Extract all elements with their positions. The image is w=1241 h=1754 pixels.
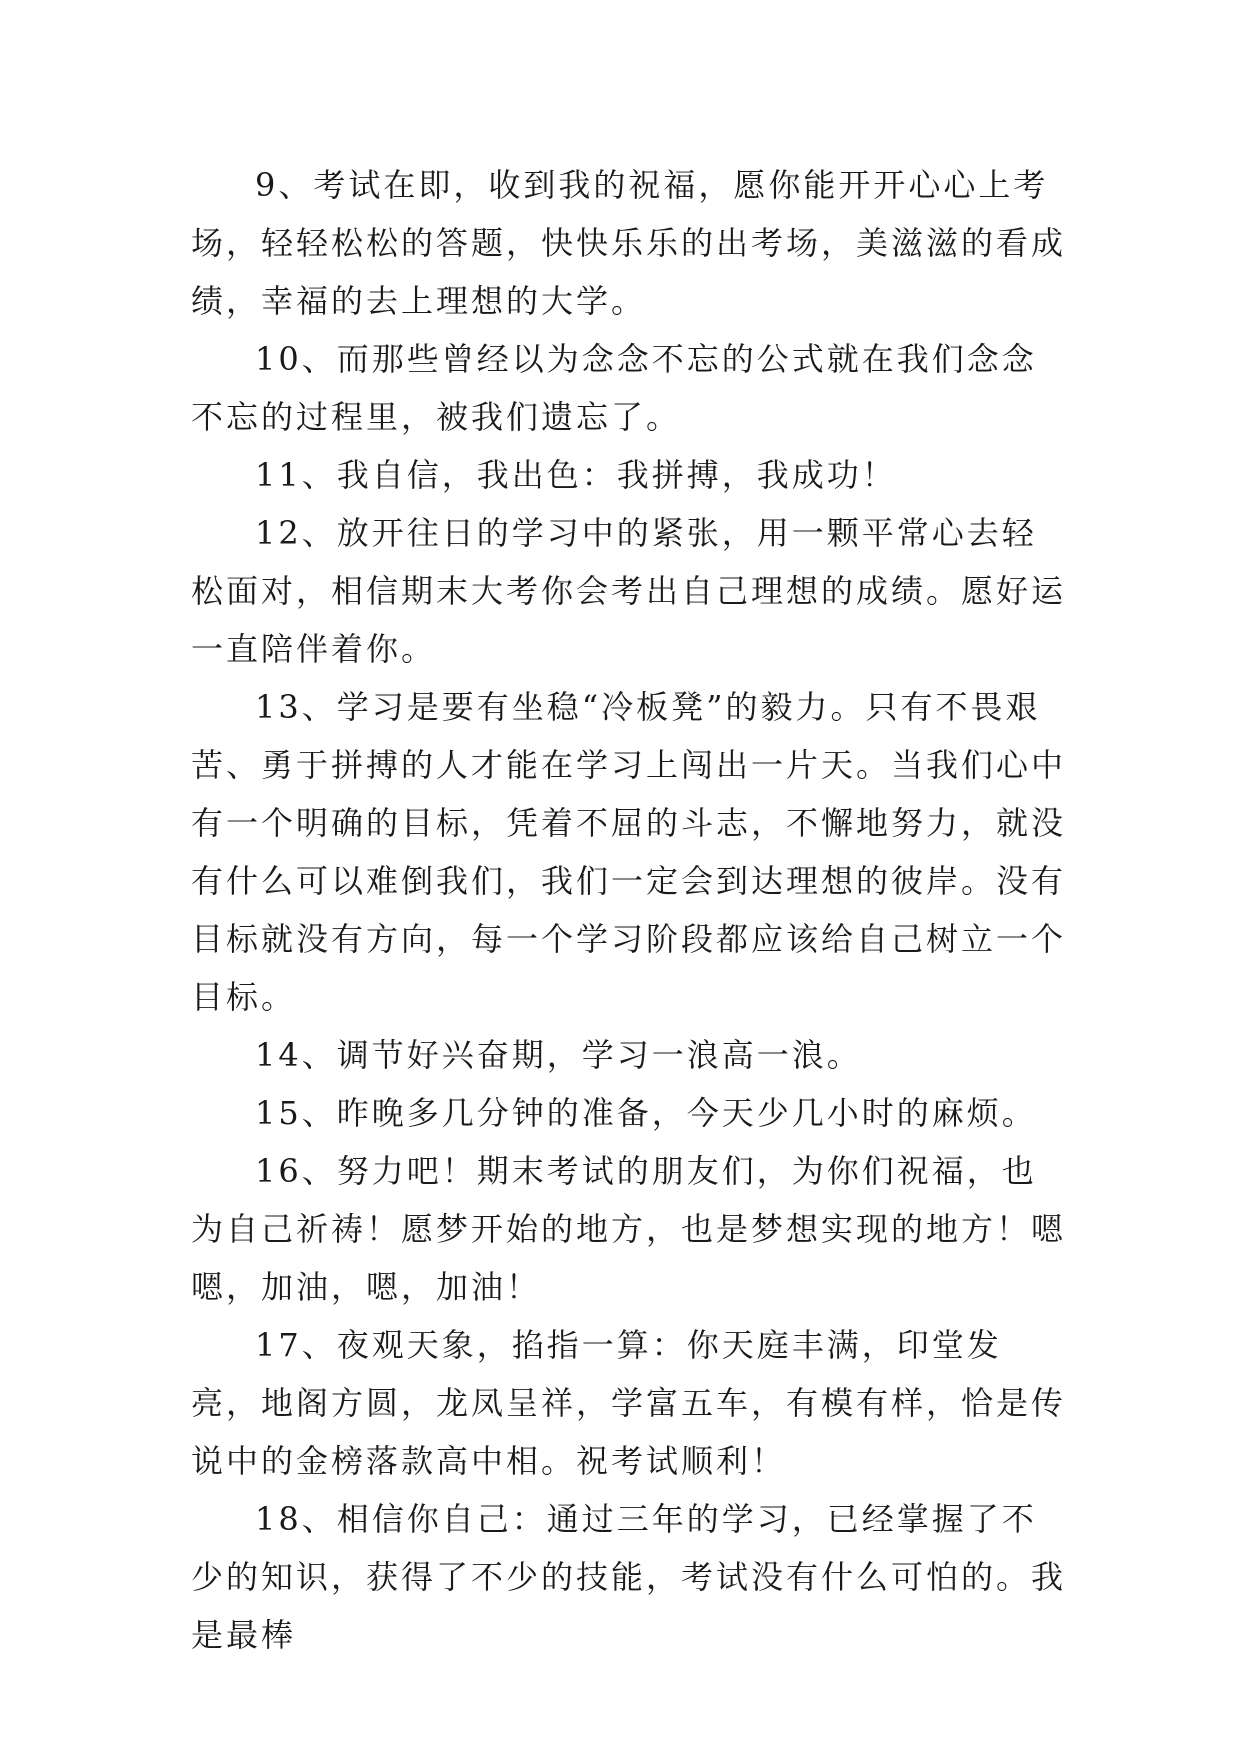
paragraph-14: 14、调节好兴奋期，学习一浪高一浪。 [255, 1036, 862, 1074]
paragraph-11: 11、我自信，我出色：我拼搏，我成功！ [255, 456, 897, 494]
paragraph-18: 18、相信你自己：通过三年的学习，已经掌握了不少的知识，获得了不少的技能，考试没有什么可怕的。我是最棒 [191, 1500, 1067, 1654]
paragraph-12: 12、放开往日的学习中的紧张，用一颗平常心去轻松面对，相信期末大考你会考出自己理想的成绩。愿好运一直陪伴着你。 [191, 514, 1067, 668]
paragraph-16: 16、努力吧！期末考试的朋友们，为你们祝福，也为自己祈祷！愿梦开始的地方，也是梦想实现的地方！嗯嗯，加油，嗯，加油！ [191, 1152, 1067, 1306]
document-body [191, 156, 1071, 1664]
paragraph-9: 9、考试在即，收到我的祝福，愿你能开开心心上考场，轻轻松松的答题，快快乐乐的出考场，美滋滋的看成绩，幸福的去上理想的大学。 [191, 166, 1067, 320]
paragraph-17: 17、夜观天象，掐指一算：你天庭丰满，印堂发亮，地阁方圆，龙凤呈祥，学富五车，有模有样，恰是传说中的金榜落款高中相。祝考试顺利！ [191, 1326, 1067, 1480]
paragraph-10: 10、而那些曾经以为念念不忘的公式就在我们念念不忘的过程里，被我们遗忘了。 [191, 340, 1037, 436]
paragraph-15: 15、昨晚多几分钟的准备，今天少几小时的麻烦。 [255, 1094, 1037, 1132]
paragraph-13: 13、学习是要有坐稳“冷板凳”的毅力。只有不畏艰苦、勇于拼搏的人才能在学习上闯出一片天。当我们心中有一个明确的目标，凭着不屈的斗志，不懈地努力，就没有什么可以难倒我们，我们一定会到达理想的彼岸。没有目标就没有方向，每一个学习阶段都应该给自己树立一个目标。 [191, 688, 1067, 1016]
